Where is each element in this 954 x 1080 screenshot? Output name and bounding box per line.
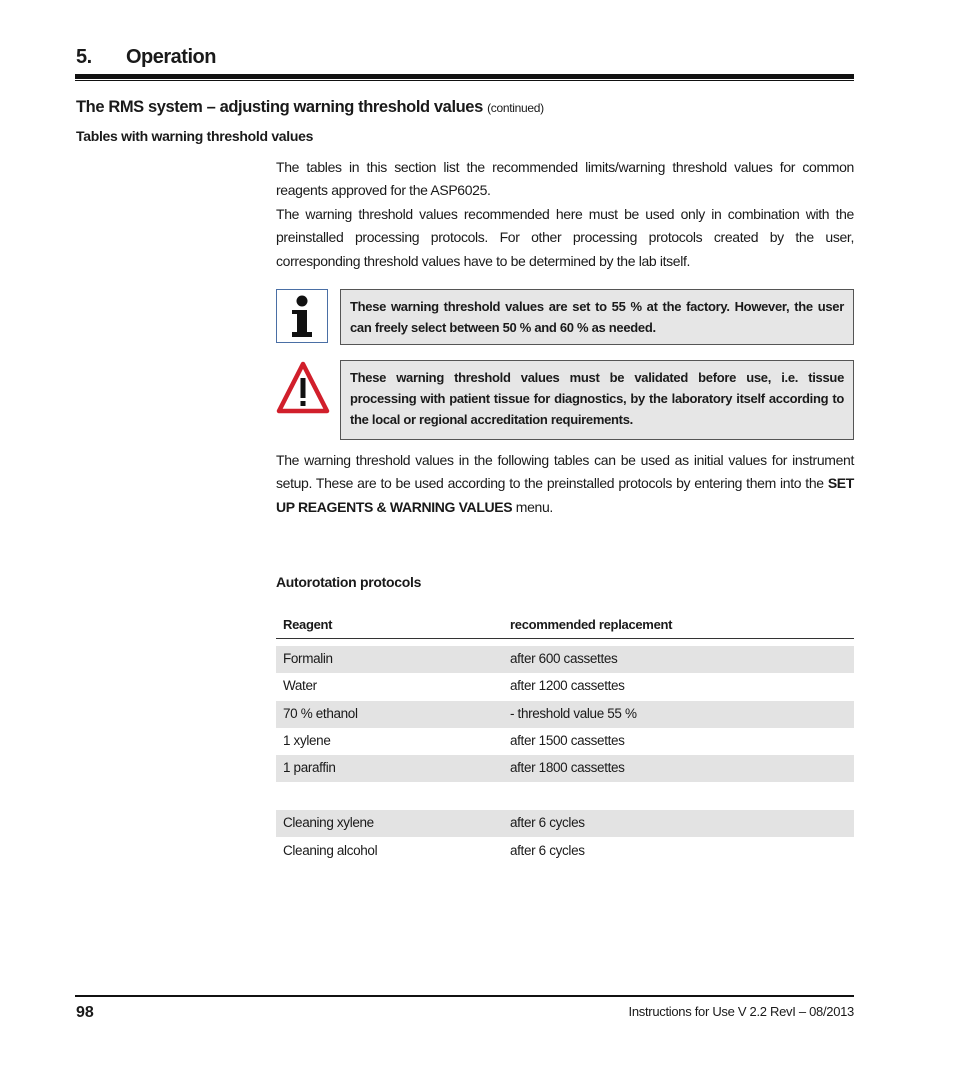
replacement-cell: after 1200 cassettes bbox=[510, 678, 625, 693]
footer-rule bbox=[75, 995, 854, 997]
replacement-cell: after 1800 cassettes bbox=[510, 760, 625, 775]
section-title bbox=[76, 98, 544, 117]
table-row bbox=[276, 728, 854, 755]
table-row bbox=[276, 838, 854, 865]
header-rule bbox=[75, 74, 854, 79]
chapter-heading bbox=[76, 46, 216, 69]
setup-text-after: menu. bbox=[512, 498, 553, 515]
header-rule-thin bbox=[75, 80, 854, 81]
table-title: Autorotation protocols bbox=[276, 574, 422, 590]
table-row bbox=[276, 810, 854, 837]
replacement-cell: - threshold value 55 % bbox=[510, 706, 637, 721]
header-reagent: Reagent bbox=[283, 617, 333, 632]
warning-note bbox=[340, 360, 854, 440]
reagent-cell: 1 xylene bbox=[283, 733, 331, 748]
chapter-title: Operation bbox=[126, 46, 216, 68]
header-replacement: recommended replacement bbox=[510, 617, 673, 632]
reagent-cell: Cleaning xylene bbox=[283, 815, 374, 830]
chapter-number: 5. bbox=[76, 46, 92, 68]
intro-paragraph-1: The tables in this section list the recommended limits/warning threshold values for common reagents approved for the ASP6025. bbox=[276, 159, 854, 199]
warning-note-text: These warning threshold values must be validated before use, i.e. tissue processing with patient tissue for diagnostics, by the laboratory itself according to the local or regional accreditation requirements. bbox=[350, 370, 844, 427]
reagent-cell: 70 % ethanol bbox=[283, 706, 358, 721]
reagent-cell: Formalin bbox=[283, 651, 333, 666]
info-icon bbox=[276, 289, 328, 343]
table-row bbox=[276, 646, 854, 673]
setup-text-before: The warning threshold values in the following tables can be used as initial values for instrument setup. These are to be used according to the preinstalled protocols by entering them into the bbox=[276, 452, 854, 492]
replacement-cell: after 6 cycles bbox=[510, 815, 585, 830]
replacement-cell: after 6 cycles bbox=[510, 843, 585, 858]
section-subtitle: Tables with warning threshold values bbox=[76, 128, 314, 144]
table-row bbox=[276, 673, 854, 700]
reagent-cell: Cleaning alcohol bbox=[283, 843, 378, 858]
reagent-cell: Water bbox=[283, 678, 317, 693]
table-header bbox=[276, 614, 854, 639]
section-title-text: The RMS system – adjusting warning threshold values bbox=[76, 98, 483, 116]
continued-label: (continued) bbox=[487, 101, 544, 115]
page-number: 98 bbox=[76, 1004, 94, 1021]
replacement-cell: after 1500 cassettes bbox=[510, 733, 625, 748]
setup-paragraph bbox=[276, 449, 854, 519]
intro-text bbox=[276, 156, 854, 273]
replacement-cell: after 600 cassettes bbox=[510, 651, 618, 666]
reagent-cell: 1 paraffin bbox=[283, 760, 336, 775]
menu-name: SET UP REAGENTS & WARNING VALUES bbox=[276, 475, 854, 515]
info-note-text: These warning threshold values are set to 55 % at the factory. However, the user can freely select between 50 % and 60 % as needed. bbox=[350, 299, 844, 335]
intro-paragraph-2: The warning threshold values recommended here must be used only in combination with the preinstalled processing protocols. For other processing protocols created by the user, corresponding threshold values have to be determined by the lab itself. bbox=[276, 205, 854, 269]
warning-triangle-icon bbox=[276, 360, 330, 414]
info-note bbox=[340, 289, 854, 345]
table-row bbox=[276, 755, 854, 782]
table-row bbox=[276, 701, 854, 728]
footer-doc-info: Instructions for Use V 2.2 RevI – 08/2013 bbox=[628, 1004, 854, 1019]
table-row bbox=[276, 783, 854, 810]
